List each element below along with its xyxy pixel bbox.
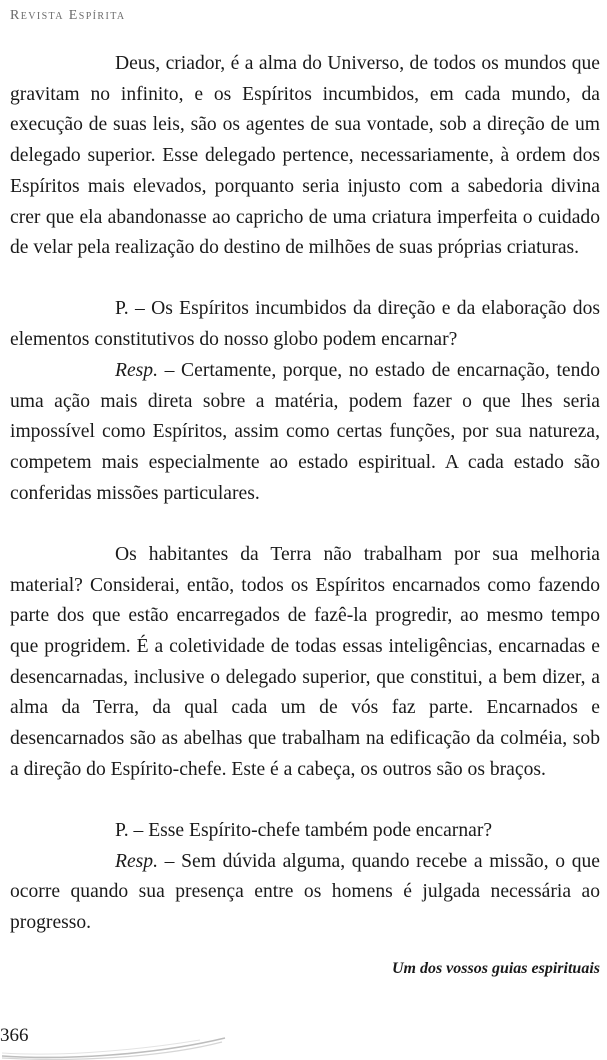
answer-text: – Sem dúvida alguma, quando recebe a missão, o que ocorre quando sua presença entre os homens é julgada necessária ao progresso. (10, 850, 600, 934)
paragraph-spacer (10, 264, 600, 295)
running-header: Revista Espírita (10, 8, 126, 23)
resp-label: Resp. (115, 850, 158, 872)
body-text (10, 49, 600, 939)
paragraph-answer-2 (10, 847, 600, 939)
paragraph-spacer (10, 785, 600, 816)
paragraph-2: Os habitantes da Terra não trabalham por sua melhoria material? Considerai, então, todos os Espíritos encarnados como fazendo parte dos que estão encarregados de fazê-la progredir, ao mesmo tempo que progridem. É a coletividade de todas essas inteligências, encarnadas e desencarnadas, inclusive o delegado superior, que constitui, a bem dizer, a alma da Terra, da qual cada um de vós faz parte. Encarnados e desencarnados são as abelhas que trabalham na edificação da colméia, sob a direção do Espírito-chefe. Este é a cabeça, os outros são os braços. (10, 543, 600, 780)
answer-text: – Certamente, porque, no estado de encarnação, tendo uma ação mais direta sobre a matéria, podem fazer o que lhes seria impossível como Espíritos, assim como certas funções, por sua natureza, competem mais especialmente ao estado espiritual. A cada estado são conferidas missões particulares. (10, 359, 600, 504)
paragraph-answer-1 (10, 356, 600, 510)
decorative-swoosh-icon (0, 1026, 230, 1060)
paragraph-spacer (10, 509, 600, 540)
page-number: 366 (0, 1025, 29, 1046)
signature: Um dos vossos guias espirituais (391, 960, 600, 977)
resp-label: Resp. (115, 359, 158, 381)
paragraph-question-1: P. – Os Espíritos incumbidos da direção e da elaboração dos elementos constitutivos do nosso globo podem encarnar? (10, 298, 600, 351)
paragraph-question-2: P. – Esse Espírito-chefe também pode encarnar? (115, 819, 493, 841)
paragraph-1: Deus, criador, é a alma do Universo, de todos os mundos que gravitam no infinito, e os Espíritos incumbidos, em cada mundo, da execução de suas leis, são os agentes de sua vontade, sob a direção de um delegado superior. Esse delegado pertence, necessariamente, à ordem dos Espíritos mais elevados, porquanto seria injusto com a sabedoria divina crer que ela abandonasse ao capricho de uma criatura imperfeita o cuidado de velar pela realização do destino de milhões de suas próprias criaturas. (10, 53, 600, 259)
